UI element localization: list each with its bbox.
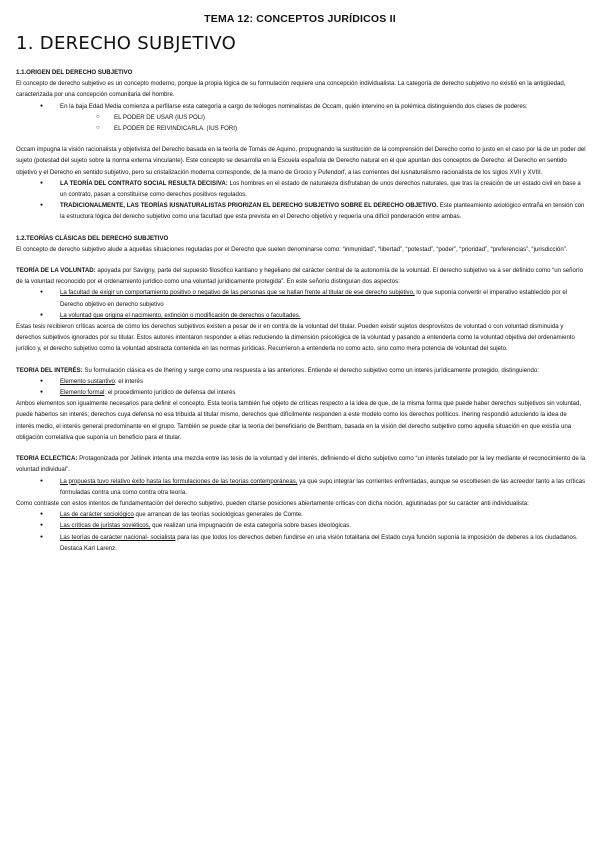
bold-text: LA TEORÍA DEL CONTRATO SOCIAL RESULTA DECISIVA: [60,179,228,187]
theory-label: TEORÍA DE LA VOLUNTAD: [16,267,96,275]
paragraph: El concepto de derecho subjetivo alude a aquellas situaciones reguladas por el Derecho que suelen denominarse como: “inmunidad”, “libertad”, “potestad”, “poder”, “prioridad”, “preferencias”, “jurisdicción”. [16,245,568,253]
list-item [16,178,586,200]
paragraph: Como contraste con estos intentos de fundamentación del derecho subjetivo, pueden citarse posiciones abiertamente críticas con dicha noción, aglutinadas por su carácter anti individualista: [16,499,529,507]
section-heading-derecho-subjetivo: 1. DERECHO SUBJETIVO [16,33,237,54]
list-item [16,287,586,309]
sub-bullet-list [16,112,586,134]
bullet-list [16,376,586,398]
text: ya que supo integrar las corrientes enfrentadas, aunque se escoltiesen de las acreedor tanto a las críticas formuladas contra una como contra otra teoría. [60,477,586,496]
text: Su formulación clásica es de Ihering y surge como una respuesta a las anteriores. Entiende el derecho subjetivo como un interés jurídicamente protegido, distinguiendo: [82,366,539,374]
bold-text: TRADICIONALMENTE, LAS TEORÍAS IUSNATURALISTAS PRIORIZAN EL DERECHO SUBJETIVO SOBRE EL DERECHO OBJETIVO. [60,202,439,210]
bullet-list [16,476,586,498]
subsection-heading-origen: 1.1.ORIGEN DEL DERECHO SUBJETIVO [16,69,133,76]
underlined-text: La facultad de exigir un comportamiento positivo o negativo de las personas que se hallan frente al titular de ese derecho subjetivo, [60,289,415,297]
underlined-text: Las de carácter sociológico [60,511,134,519]
bullet-list [16,178,586,223]
text: apoyada por Savigny, parte del supuesto filosófico kantiano y hegeliano del carácter central de la autonomía de la voluntad. El derecho subjetivo va a ser definido como “un señorío de la voluntad reconocido por el ordenamiento jurídico como una voluntad jurídicamente protegida”. En este señorío distinguían dos aspectos: [16,267,584,286]
text: Este planteamiento axiológico entraña en tensión con la estructura lógica del derecho subjetivo como una facultad que esta prevista en el Derecho objetivo y requería una difícil ponderación entre ambas. [60,202,585,221]
theory-label: TEORIA ECLECTICA: [16,455,78,463]
text: Los hombres en el estado de naturaleza disfrutaban de unos derechos naturales, que tras la creación de un estado civil en base a un contrato, pasan a constituirse como derechos positivos regulados. [60,179,581,199]
list-item [16,520,586,531]
list-item [16,310,586,321]
paragraph: Estas tesis recibieron críticas acerca de cómo los derechos subjetivos existen a pesar de ir en contra de la voluntad del titular. Pueden existir sujetos desprovistos de voluntad o con voluntad disminuida y derechos subjetivos ignorados por su titular. Estos autores intentaron responder a ellas reduciendo la dimensión psicológica de la voluntad y pasando a entenderla como la voluntad objetiva del ordenamiento jurídico y, el derecho subjetivo como la voluntad abstracta contenida en las normas jurídicas. Recurrieron a entenderla no como acto, sino como mera potencia de voluntad del sujeto. [16,323,575,353]
subsection-heading-teorias: 1.2.TEORÍAS CLÁSICAS DEL DERECHO SUBJETIVO [16,234,169,242]
underlined-text: Las teorías de carácter nacional- socialista [60,533,176,541]
list-item [16,387,586,398]
paragraph-voluntad [16,265,586,287]
list-item [16,376,586,387]
text: : el procedimiento jurídico de defensa del interés [104,389,236,397]
text: lo que suponía convertir el imperativo establecido por el Derecho objetivo en derecho subjetivo [60,289,568,308]
paragraph: Ambos elementos son igualmente necesarios para definir el concepto. Esta teoría también fue objeto de críticas respecto a la idea de que, de la misma forma que puede haber derechos subjetivos sin voluntad, puede haberlos sin interés; derechos cuya defensa no esa tribuida al titular mismo, derechos que difícilmente responden a este modelo como los derechos políticos. Ihering respondió aduciendo la idea de interés medio, el interés general predominante en el grupo. También se puede citar la teoría del beneficiario de Bentham, basada en la visión del derecho subjetivo como aquella situación en que existía una obligación correlativa que suponía un beneficio para el titular. [16,400,582,441]
theory-label: TEORIA DEL INTERÉS: [16,366,83,374]
text: : el interés [114,377,143,385]
text: para las que todos los derechos deben fundirse en una visión totalitaria del Estado cuya función suponía la imposición de deberes a los ciudadanos. Destaca Karl Larenz. [60,533,578,552]
list-item [16,532,586,554]
underlined-text: Elemento sustantivo [60,377,115,385]
text: que arrancan de las teorías sociológicas generales de Comte. [133,511,303,519]
paragraph: El concepto de derecho subjetivo es un concepto moderno, porque la propia lógica de su formulación requiere una concepción individualista. La categoría de derecho subjetivo no existió en la antigüedad, caracterizada por una concepción comunitaria del hombre. [16,80,566,99]
list-item [16,509,586,520]
bullet-list [16,101,586,112]
text: Protagonizada por Jellinek intenta una mezcla entre las tesis de la voluntad y del interés, definiendo el dicho subjetivo como “un interés tutelado por la ley mediante el reconocimiento de la voluntad individual”. [16,455,586,474]
paragraph: Occam impugna la visión racionalista y objetivista del Derecho basada en la teoría de Tomás de Aquino, propugnando la sustitución de la comprensión del Derecho como lo justo en el caso por la de un poder del sujeto (potestad del sujeto sobre la norma externa vinculante). Este concepto se desarrolla en la Escuela española de Derecho natural en el que apuntan dos conceptos de Derecho: el Derecho en sentido objetivo y el Derecho en sentido subjetivo, pero su cristalización moderna corresponde, de la mano de Grocio y Pufendorf, a las corrientes del iusnaturalismo racionalista de los siglos XVII y XVIII. [16,146,586,176]
underlined-text: Elemento formal [60,389,105,397]
document-body [16,67,586,554]
paragraph-eclectica [16,453,586,475]
underlined-text: La propuesta tuvo relativo éxito hasta las formulaciones de las teorías contemporáneas, [60,477,298,485]
bullet-list [16,509,586,554]
list-item [16,200,586,222]
text: que realizan una impugnación de esta categoría sobre bases ideológicas. [150,522,351,530]
list-item: ○ EL PODER DE USAR (IUS POLI) [16,112,586,123]
bullet-list [16,287,586,321]
underlined-text: La voluntad que origina el nacimiento, extinción o modificación de derechos o facultades. [60,311,301,319]
list-item: ● En la baja Edad Media comienza a perfilarse esta categoría a cargo de teólogos nominalistas de Occam, quién intervino en la polémica distinguiendo dos clases de poderes: [16,101,586,112]
list-item [16,476,586,498]
underlined-text: Las críticas de juristas soviéticos, [60,522,151,530]
paragraph-interes [16,365,586,376]
document-title: TEMA 12: CONCEPTOS JURÍDICOS II [204,13,396,25]
list-item: ○ EL PODER DE REIVINDICARLA. (IUS FORI) [16,123,586,134]
